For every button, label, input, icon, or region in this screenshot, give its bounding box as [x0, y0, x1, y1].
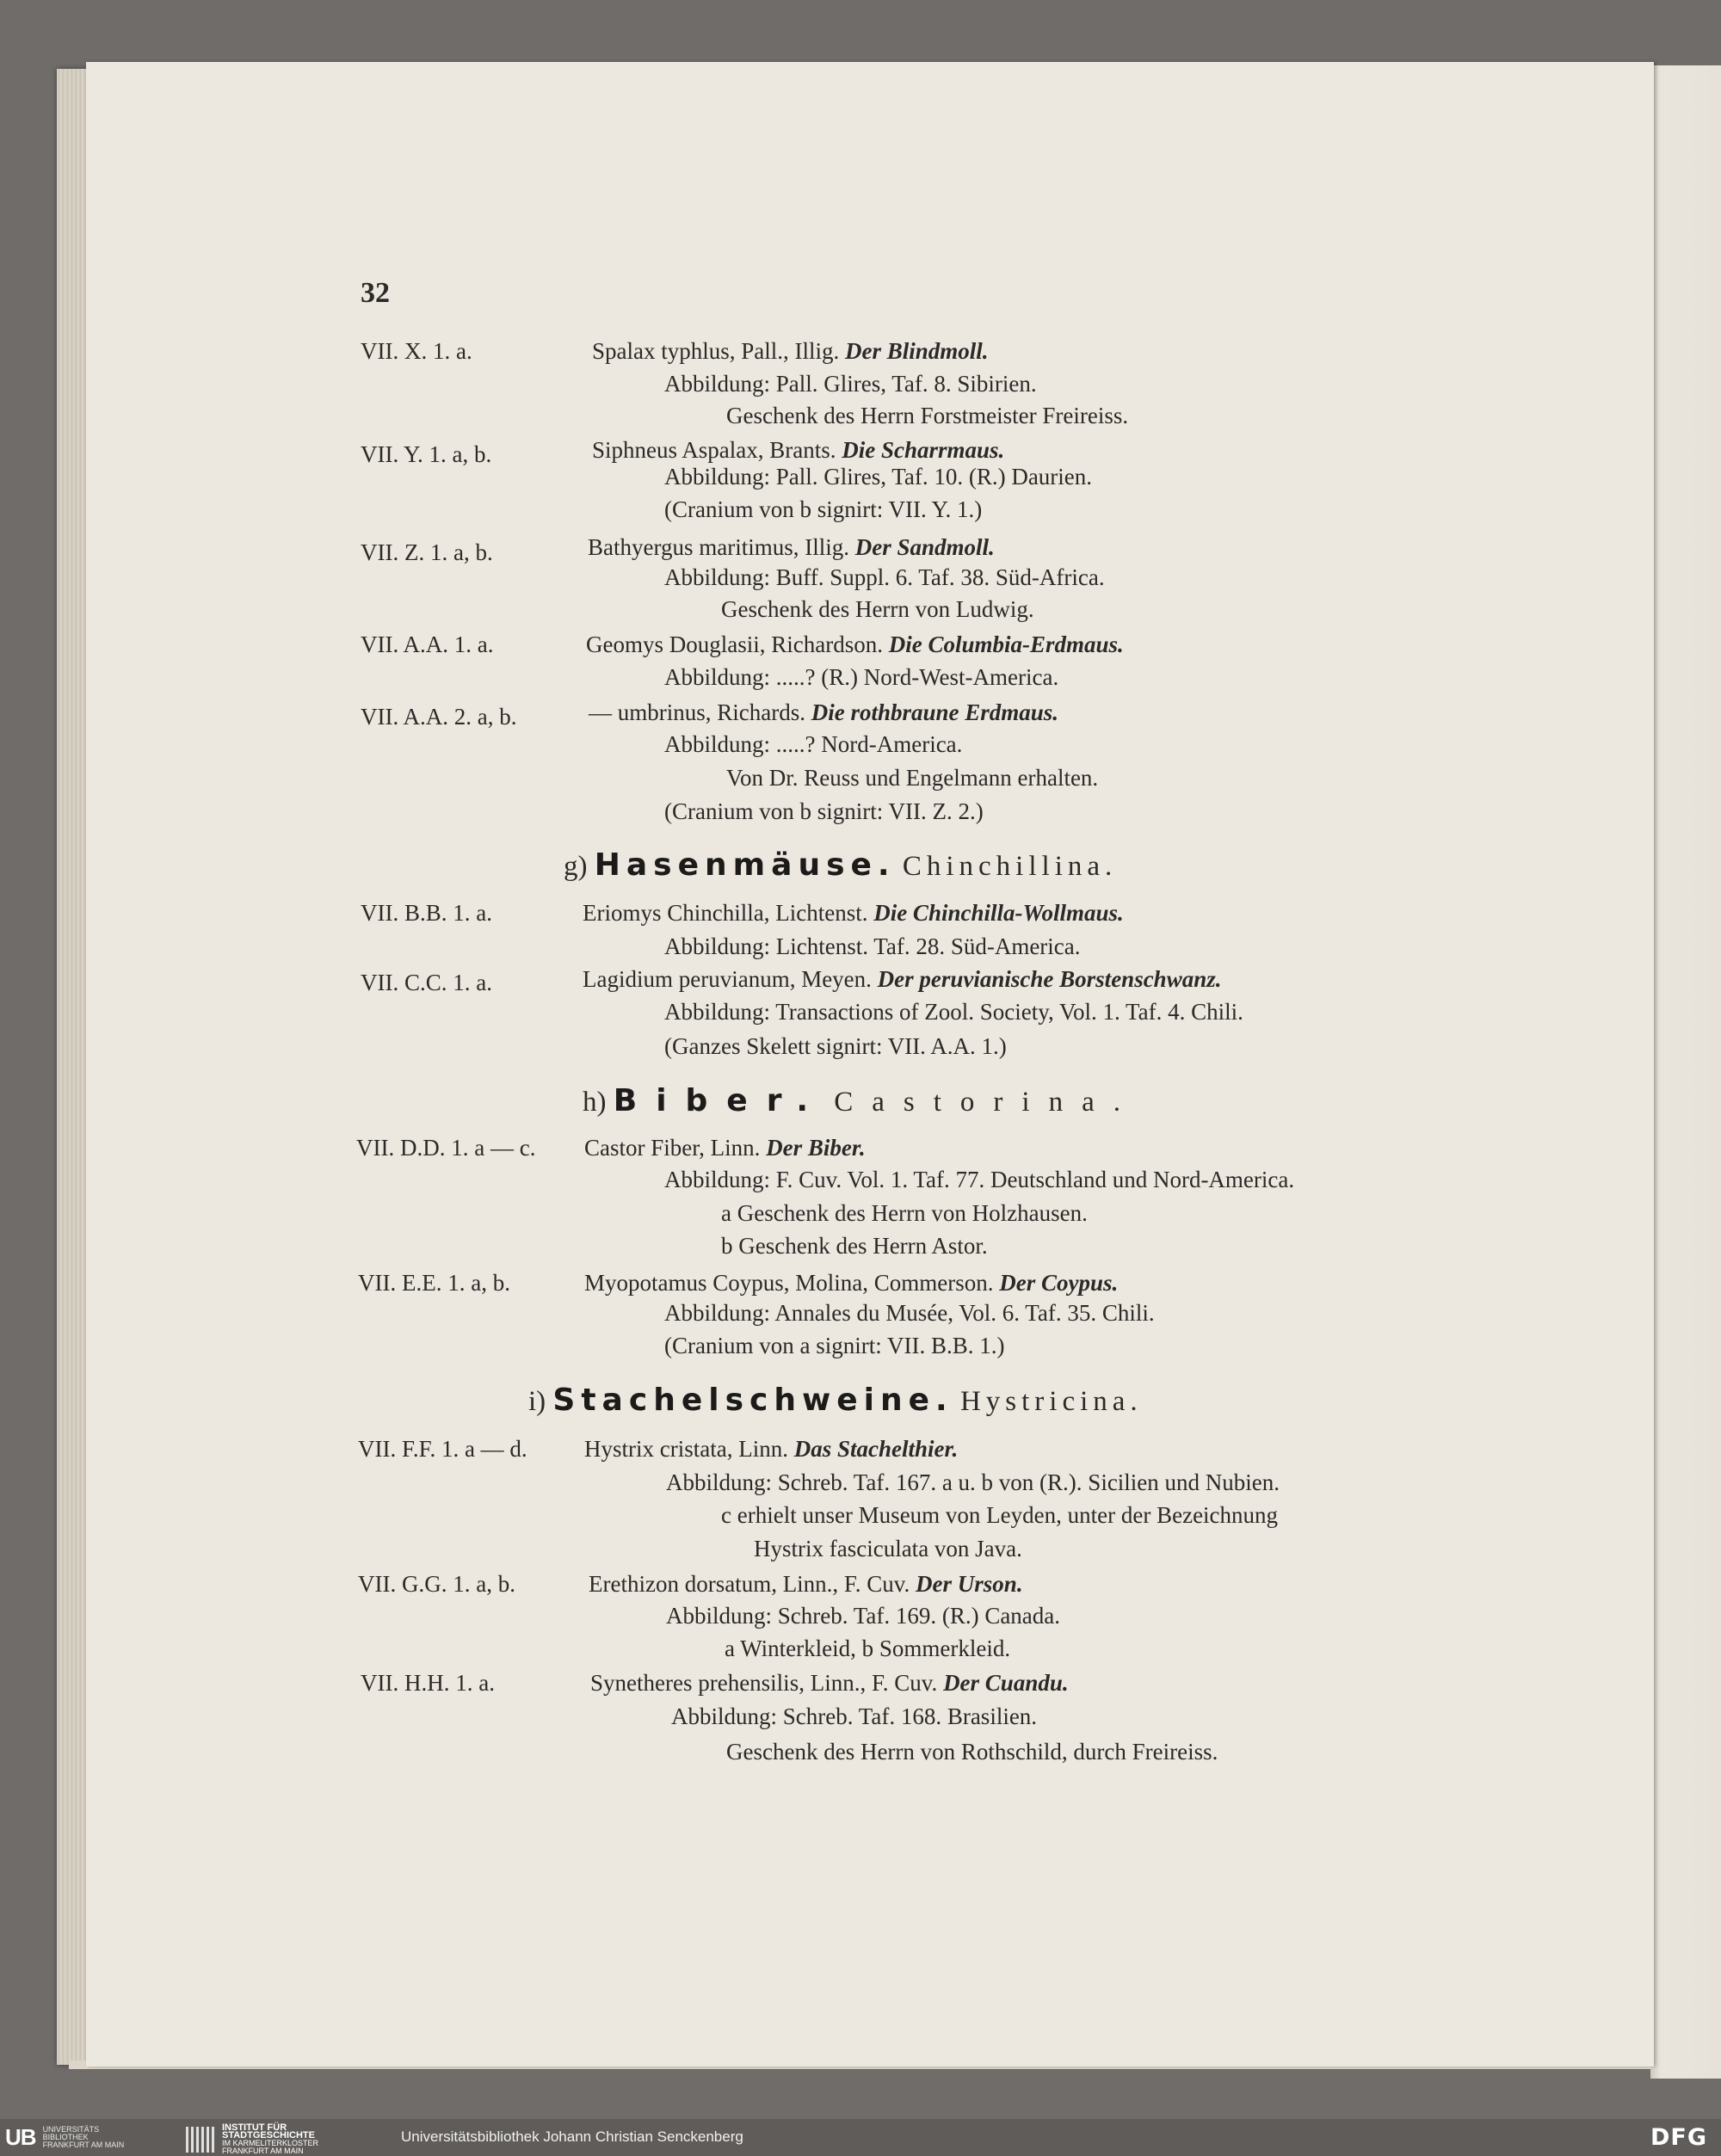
- ub-logo-mark: UB: [5, 2123, 36, 2150]
- entry-text: Erethizon dorsatum, Linn., F. Cuv.: [589, 1571, 910, 1597]
- entry-detail: Abbildung: Pall. Glires, Taf. 10. (R.) Daurien.: [664, 464, 1093, 490]
- institute-logo[interactable]: [186, 2124, 318, 2155]
- entry-detail: Abbildung: Buff. Suppl. 6. Taf. 38. Süd-Africa.: [664, 564, 1105, 590]
- entry-common-name: Der Blindmoll.: [845, 338, 989, 364]
- section-heading: [583, 1084, 1139, 1119]
- entry-common-name: Der Biber.: [766, 1135, 866, 1161]
- section-heading: [528, 1383, 1143, 1419]
- entry-code: VII. X. 1. a.: [361, 338, 472, 364]
- entry-detail: Abbildung: .....? Nord-America.: [664, 731, 963, 757]
- entry-detail: (Cranium von b signirt: VII. Y. 1.): [664, 496, 983, 522]
- section-letter: g): [564, 851, 588, 882]
- institute-line: FRANKFURT AM MAIN: [222, 2147, 304, 2155]
- ub-logo-line: FRANKFURT AM MAIN: [42, 2140, 125, 2149]
- entry-line: [592, 337, 989, 365]
- entry-line: [584, 1269, 1118, 1297]
- entry-detail: (Cranium von a signirt: VII. B.B. 1.): [664, 1333, 1005, 1358]
- entry-line: [589, 1570, 1023, 1598]
- ub-logo-text: [43, 2126, 125, 2149]
- entry-text: Bathyergus maritimus, Illig.: [588, 534, 849, 560]
- entry-code: VII. H.H. 1. a.: [361, 1670, 495, 1696]
- entry-text: Synetheres prehensilis, Linn., F. Cuv.: [590, 1670, 938, 1696]
- entry-line: [589, 699, 1058, 726]
- entry-detail: (Ganzes Skelett signirt: VII. A.A. 1.): [664, 1033, 1007, 1059]
- entry-code: VII. G.G. 1. a, b.: [358, 1571, 515, 1597]
- entry-text: Hystrix cristata, Linn.: [584, 1436, 788, 1462]
- entry-detail: Geschenk des Herrn von Ludwig.: [721, 596, 1034, 622]
- entry-text: Myopotamus Coypus, Molina, Commerson.: [584, 1270, 994, 1296]
- ub-logo[interactable]: [5, 2124, 124, 2150]
- section-heading: [564, 848, 1117, 884]
- entry-common-name: Die rothbraune Erdmaus.: [811, 699, 1059, 725]
- entry-common-name: Das Stachelthier.: [793, 1436, 959, 1462]
- entry-code: VII. A.A. 1. a.: [361, 631, 494, 657]
- section-latin: Chinchillina.: [902, 851, 1118, 882]
- entry-code: VII. C.C. 1. a.: [361, 970, 492, 995]
- entry-text: Castor Fiber, Linn.: [584, 1135, 761, 1161]
- entry-code: VII. E.E. 1. a, b.: [358, 1270, 510, 1296]
- ub-logo-line: BIBLIOTHEK: [42, 2132, 89, 2141]
- dfg-logo[interactable]: DFG: [1650, 2124, 1707, 2151]
- section-latin: Hystricina.: [959, 1386, 1143, 1417]
- entry-code: VII. A.A. 2. a, b.: [361, 704, 517, 730]
- institute-line: STADTGESCHICHTE: [222, 2130, 315, 2141]
- entry-detail: a Winterkleid, b Sommerkleid.: [725, 1635, 1011, 1661]
- entry-detail: c erhielt unser Museum von Leyden, unter der Bezeichnung: [721, 1502, 1279, 1528]
- entry-text: Geomys Douglasii, Richardson.: [586, 631, 883, 657]
- section-title: Hasenmäuse.: [594, 847, 896, 883]
- entry-common-name: Die Scharrmaus.: [842, 437, 1005, 463]
- entry-common-name: Die Columbia-Erdmaus.: [888, 631, 1124, 657]
- entry-detail: Abbildung: Annales du Musée, Vol. 6. Taf. 35. Chili.: [664, 1300, 1155, 1326]
- entry-text: — umbrinus, Richards.: [589, 699, 805, 725]
- entry-detail: Geschenk des Herrn von Rothschild, durch Freireiss.: [726, 1739, 1218, 1765]
- entry-detail: Abbildung: Lichtenst. Taf. 28. Süd-America.: [664, 933, 1081, 959]
- institute-line: INSTITUT FÜR: [222, 2122, 287, 2133]
- section-letter: h): [583, 1087, 607, 1118]
- entry-code: VII. Z. 1. a, b.: [361, 539, 493, 565]
- entry-detail: Abbildung: Schreb. Taf. 168. Brasilien.: [671, 1703, 1038, 1729]
- section-title: Stachelschweine.: [552, 1383, 953, 1418]
- entry-line: [584, 1435, 958, 1463]
- entry-line: [588, 533, 995, 561]
- entry-common-name: Der Coypus.: [999, 1270, 1119, 1296]
- entry-detail: Abbildung: Pall. Glires, Taf. 8. Sibirien.: [664, 371, 1037, 397]
- institute-line: IM KARMELITERKLOSTER: [222, 2139, 319, 2147]
- entry-detail: (Cranium von b signirt: VII. Z. 2.): [664, 798, 984, 824]
- entry-detail: b Geschenk des Herrn Astor.: [721, 1233, 988, 1259]
- entry-common-name: Der Sandmoll.: [854, 534, 995, 560]
- entry-common-name: Der Cuandu.: [943, 1670, 1069, 1696]
- section-title: Biber.: [613, 1083, 828, 1118]
- entry-detail: Abbildung: Schreb. Taf. 167. a u. b von (R.). Sicilien und Nubien.: [666, 1469, 1280, 1495]
- entry-detail: Von Dr. Reuss und Engelmann erhalten.: [726, 765, 1099, 791]
- entry-text: Spalax typhlus, Pall., Illig.: [592, 338, 840, 364]
- institute-logo-icon: [186, 2127, 217, 2153]
- entry-common-name: Die Chinchilla-Wollmaus.: [873, 900, 1124, 926]
- entry-line: [583, 965, 1221, 993]
- entry-detail: Abbildung: F. Cuv. Vol. 1. Taf. 77. Deutschland und Nord-America.: [664, 1167, 1295, 1192]
- entry-code: VII. Y. 1. a, b.: [361, 441, 492, 467]
- entry-line: [586, 631, 1124, 658]
- entry-detail: Hystrix fasciculata von Java.: [754, 1536, 1022, 1562]
- entry-text: Eriomys Chinchilla, Lichtenst.: [583, 900, 868, 926]
- entry-detail: Abbildung: Schreb. Taf. 169. (R.) Canada.: [666, 1603, 1061, 1629]
- footer-bar: [0, 2119, 1721, 2156]
- entry-code: VII. F.F. 1. a — d.: [358, 1436, 527, 1462]
- ub-logo-line: UNIVERSITÄTS: [42, 2124, 100, 2134]
- section-letter: i): [528, 1386, 546, 1417]
- entry-code: VII. B.B. 1. a.: [361, 900, 492, 926]
- entry-detail: a Geschenk des Herrn von Holzhausen.: [721, 1200, 1088, 1226]
- entry-detail: Geschenk des Herrn Forstmeister Freireiss.: [726, 403, 1129, 428]
- page-number: 32: [361, 277, 390, 309]
- entry-line: [590, 1669, 1069, 1697]
- institute-logo-text: [222, 2124, 318, 2155]
- entry-line: [584, 1134, 866, 1161]
- entry-common-name: Der peruvianische Borstenschwanz.: [877, 966, 1222, 992]
- entry-common-name: Der Urson.: [916, 1571, 1023, 1597]
- entry-line: [583, 899, 1124, 927]
- library-name: Universitätsbibliothek Johann Christian Senckenberg: [401, 2128, 743, 2145]
- entry-text: Siphneus Aspalax, Brants.: [592, 437, 836, 463]
- entry-code: VII. D.D. 1. a — c.: [356, 1135, 536, 1161]
- entry-detail: Abbildung: Transactions of Zool. Society, Vol. 1. Taf. 4. Chili.: [664, 999, 1243, 1025]
- book-edge-right: [1650, 65, 1721, 2079]
- entry-detail: Abbildung: .....? (R.) Nord-West-America.: [664, 664, 1059, 690]
- entry-line: [592, 436, 1004, 464]
- section-latin: Castorina.: [834, 1087, 1139, 1118]
- entry-text: Lagidium peruvianum, Meyen.: [583, 966, 872, 992]
